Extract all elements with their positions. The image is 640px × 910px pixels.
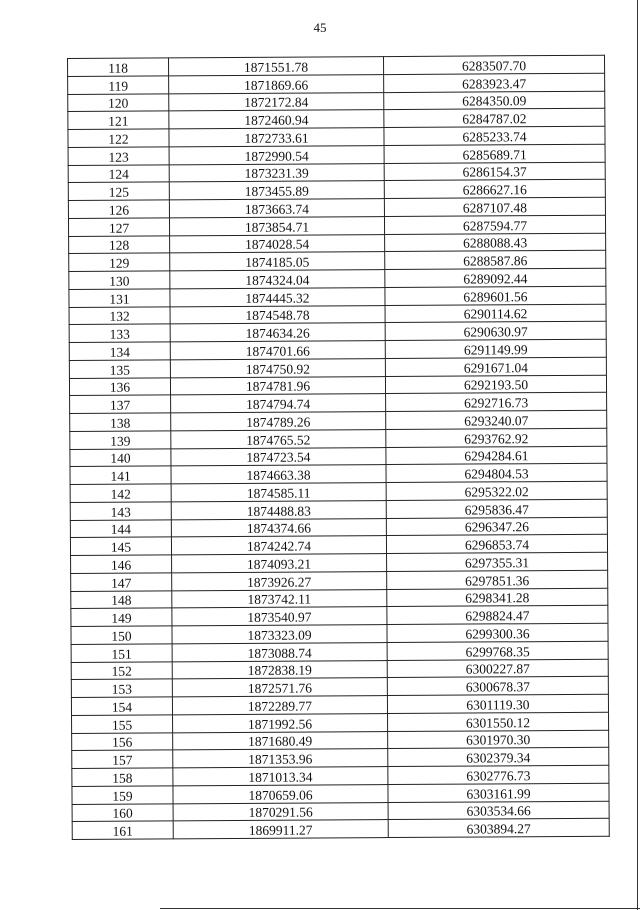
point-number-cell: 121 [68, 111, 169, 129]
y-coordinate-cell: 6295322.02 [386, 481, 607, 500]
x-coordinate-cell: 1874374.66 [171, 518, 386, 537]
y-coordinate-cell: 6297851.36 [387, 570, 608, 589]
point-number-cell: 126 [68, 200, 169, 218]
point-number-cell: 138 [70, 413, 171, 431]
point-number-cell: 137 [70, 395, 171, 413]
x-coordinate-cell: 1874445.32 [170, 287, 385, 306]
y-coordinate-cell: 6287594.77 [384, 215, 605, 234]
point-number-cell: 139 [70, 431, 171, 449]
y-coordinate-cell: 6300678.37 [387, 676, 608, 695]
x-coordinate-cell: 1874789.26 [171, 412, 386, 431]
point-number-cell: 155 [72, 715, 173, 733]
x-coordinate-cell: 1872289.77 [172, 696, 387, 715]
x-coordinate-cell: 1874585.11 [171, 483, 386, 502]
y-coordinate-cell: 6296347.26 [386, 517, 607, 536]
point-number-cell: 130 [69, 271, 170, 289]
point-number-cell: 140 [70, 448, 171, 466]
x-coordinate-cell: 1874324.04 [170, 270, 385, 289]
x-coordinate-cell: 1872838.19 [172, 660, 387, 679]
x-coordinate-cell: 1873088.74 [172, 642, 387, 661]
y-coordinate-cell: 6296853.74 [386, 534, 607, 553]
x-coordinate-cell: 1874765.52 [171, 429, 386, 448]
x-coordinate-cell: 1873926.27 [172, 571, 387, 590]
y-coordinate-cell: 6291149.99 [385, 339, 606, 358]
y-coordinate-cell: 6292193.50 [385, 375, 606, 394]
point-number-cell: 160 [72, 803, 173, 821]
y-coordinate-cell: 6299300.36 [387, 623, 608, 642]
y-coordinate-cell: 6295836.47 [386, 499, 607, 518]
y-coordinate-cell: 6293762.92 [386, 428, 607, 447]
point-number-cell: 118 [68, 58, 169, 76]
point-number-cell: 154 [71, 697, 172, 715]
x-coordinate-cell: 1873540.97 [172, 607, 387, 626]
x-coordinate-cell: 1874185.05 [170, 252, 385, 271]
y-coordinate-cell: 6297355.31 [387, 552, 608, 571]
point-number-cell: 133 [69, 324, 170, 342]
x-coordinate-cell: 1874242.74 [171, 536, 386, 555]
y-coordinate-cell: 6302776.73 [388, 765, 609, 784]
x-coordinate-cell: 1872733.61 [169, 128, 384, 147]
y-coordinate-cell: 6286627.16 [384, 179, 605, 198]
point-number-cell: 153 [71, 679, 172, 697]
y-coordinate-cell: 6285689.71 [384, 144, 605, 163]
point-number-cell: 125 [68, 182, 169, 200]
point-number-cell: 144 [70, 519, 171, 537]
point-number-cell: 148 [71, 590, 172, 608]
point-number-cell: 131 [69, 289, 170, 307]
x-coordinate-cell: 1873231.39 [169, 163, 384, 182]
x-coordinate-cell: 1871551.78 [169, 57, 384, 76]
x-coordinate-cell: 1874794.74 [171, 394, 386, 413]
x-coordinate-cell: 1871992.56 [173, 713, 388, 732]
y-coordinate-cell: 6289601.56 [385, 286, 606, 305]
y-coordinate-cell: 6288587.86 [385, 250, 606, 269]
point-number-cell: 119 [68, 76, 169, 94]
x-coordinate-cell: 1870291.56 [173, 802, 388, 821]
point-number-cell: 158 [72, 768, 173, 786]
y-coordinate-cell: 6302379.34 [388, 747, 609, 766]
x-coordinate-cell: 1870659.06 [173, 784, 388, 803]
y-coordinate-cell: 6284787.02 [384, 108, 605, 127]
y-coordinate-cell: 6301970.30 [388, 730, 609, 749]
x-coordinate-cell: 1871680.49 [173, 731, 388, 750]
y-coordinate-cell: 6292716.73 [386, 392, 607, 411]
point-number-cell: 135 [69, 360, 170, 378]
x-coordinate-cell: 1874093.21 [172, 554, 387, 573]
point-number-cell: 150 [71, 626, 172, 644]
y-coordinate-cell: 6301550.12 [388, 712, 609, 731]
x-coordinate-cell: 1874028.54 [170, 234, 385, 253]
point-number-cell: 134 [69, 342, 170, 360]
y-coordinate-cell: 6301119.30 [387, 694, 608, 713]
point-number-cell: 156 [72, 732, 173, 750]
scan-edge-right [637, 0, 638, 910]
point-number-cell: 122 [68, 129, 169, 147]
y-coordinate-cell: 6303534.66 [388, 801, 609, 820]
y-coordinate-cell: 6289092.44 [385, 268, 606, 287]
page-number: 45 [313, 20, 327, 35]
y-coordinate-cell: 6294284.61 [386, 446, 607, 465]
x-coordinate-cell: 1871353.96 [173, 749, 388, 768]
x-coordinate-cell: 1874723.54 [171, 447, 386, 466]
y-coordinate-cell: 6293240.07 [386, 410, 607, 429]
y-coordinate-cell: 6291671.04 [385, 357, 606, 376]
point-number-cell: 141 [70, 466, 171, 484]
y-coordinate-cell: 6283923.47 [384, 73, 605, 92]
coordinates-table-body [68, 55, 610, 839]
y-coordinate-cell: 6285233.74 [384, 126, 605, 145]
y-coordinate-cell: 6290630.97 [385, 321, 606, 340]
coordinates-table [67, 55, 610, 840]
y-coordinate-cell: 6298341.28 [387, 588, 608, 607]
point-number-cell: 161 [72, 821, 173, 839]
point-number-cell: 151 [71, 644, 172, 662]
x-coordinate-cell: 1874701.66 [170, 341, 385, 360]
x-coordinate-cell: 1869911.27 [173, 820, 388, 839]
x-coordinate-cell: 1873323.09 [172, 625, 387, 644]
point-number-cell: 124 [68, 164, 169, 182]
point-number-cell: 152 [71, 661, 172, 679]
y-coordinate-cell: 6294804.53 [386, 463, 607, 482]
x-coordinate-cell: 1872990.54 [169, 145, 384, 164]
x-coordinate-cell: 1872172.84 [169, 92, 384, 111]
y-coordinate-cell: 6299768.35 [387, 641, 608, 660]
x-coordinate-cell: 1873663.74 [169, 199, 384, 218]
point-number-cell: 136 [69, 377, 170, 395]
y-coordinate-cell: 6283507.70 [383, 55, 604, 74]
x-coordinate-cell: 1874781.96 [170, 376, 385, 395]
point-number-cell: 128 [69, 235, 170, 253]
y-coordinate-cell: 6284350.09 [384, 91, 605, 110]
scan-edge-bottom [160, 908, 640, 909]
y-coordinate-cell: 6288088.43 [385, 233, 606, 252]
y-coordinate-cell: 6303161.99 [388, 783, 609, 802]
x-coordinate-cell: 1873455.89 [169, 181, 384, 200]
x-coordinate-cell: 1871869.66 [169, 74, 384, 93]
point-number-cell: 143 [70, 502, 171, 520]
x-coordinate-cell: 1872571.76 [172, 678, 387, 697]
point-number-cell: 157 [72, 750, 173, 768]
x-coordinate-cell: 1873742.11 [172, 589, 387, 608]
point-number-cell: 132 [69, 306, 170, 324]
x-coordinate-cell: 1874663.38 [171, 465, 386, 484]
y-coordinate-cell: 6290114.62 [385, 304, 606, 323]
x-coordinate-cell: 1871013.34 [173, 767, 388, 786]
point-number-cell: 123 [68, 147, 169, 165]
x-coordinate-cell: 1874488.83 [171, 500, 386, 519]
x-coordinate-cell: 1874750.92 [170, 358, 385, 377]
point-number-cell: 120 [68, 93, 169, 111]
point-number-cell: 129 [69, 253, 170, 271]
point-number-cell: 146 [71, 555, 172, 573]
y-coordinate-cell: 6303894.27 [388, 818, 609, 837]
y-coordinate-cell: 6298824.47 [387, 605, 608, 624]
point-number-cell: 142 [70, 484, 171, 502]
table-row [72, 818, 609, 839]
y-coordinate-cell: 6286154.37 [384, 162, 605, 181]
x-coordinate-cell: 1873854.71 [169, 216, 384, 235]
point-number-cell: 159 [72, 786, 173, 804]
point-number-cell: 149 [71, 608, 172, 626]
point-number-cell: 127 [68, 218, 169, 236]
y-coordinate-cell: 6287107.48 [384, 197, 605, 216]
y-coordinate-cell: 6300227.87 [387, 659, 608, 678]
point-number-cell: 147 [71, 573, 172, 591]
point-number-cell: 145 [70, 537, 171, 555]
x-coordinate-cell: 1872460.94 [169, 110, 384, 129]
x-coordinate-cell: 1874548.78 [170, 305, 385, 324]
x-coordinate-cell: 1874634.26 [170, 323, 385, 342]
